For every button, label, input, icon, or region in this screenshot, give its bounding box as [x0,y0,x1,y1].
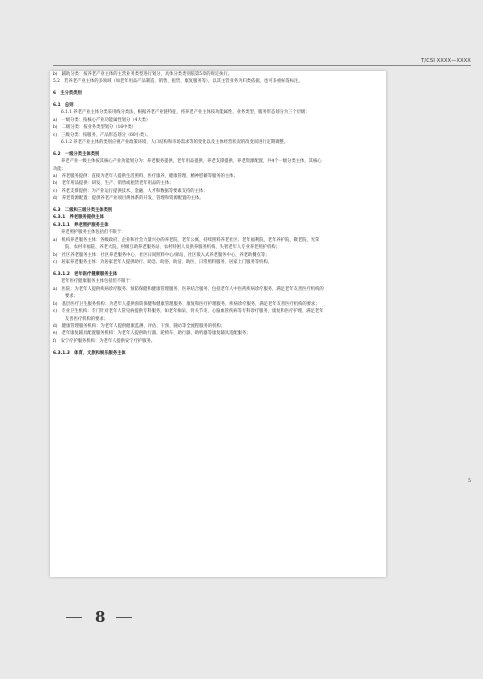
list-item: e) 老年康复辅具配置服务机构：为老年人提供助行器、轮椅车、助行器、助听器等康复辅具适配服务； [53,331,251,337]
header-rule [53,65,471,66]
body-paragraph: 老年医疗健康服务主体包括但不限于： [61,279,135,285]
list-item: f) 安宁疗护服务机构：为老年人提供安宁疗护服务。 [53,338,156,344]
section-heading: 6 主分类类别 [53,91,82,97]
document-body [53,71,324,357]
section-heading: 6.3.1.3 体育、文旅和娱乐服务主体 [53,350,126,356]
list-item: c) 专业卫生机构：专门针对老年人常见病提供专科服务，如老年痴呆、骨关节炎、心脑血管疾病等专科诊疗服务，康复和医疗护理，满足老年友善医疗机构的要求； [53,309,324,322]
list-item: a) 医院：为老年人提供疾病诊疗服务、预防保健和健康管理服务、医养结合服务，包括老年人中医药疾病诊疗服务，满足老年友善医疗机构的要求； [53,286,324,300]
page-dash-right [116,617,132,618]
list-item: b) 老年用品提供：研发、生产、销售或租赁老年用品的主体； [53,181,174,187]
list-item: b) 基层医疗卫生服务机构：为老年人提供预防保健和健康管理服务、康复和医疗护理服务，疾病诊疗服务，满足老年友善医疗机构的要求； [53,301,320,307]
section-heading: 6.3.1.1 养老照护服务主体 [53,222,109,228]
section-heading: 6.3.1 养老服务提供主体 [53,215,104,221]
body-paragraph: 养老产业一级主体按其核心产业功能划分为：养老服务提供、老年用品提供、养老支撑提供、养老资源配置，共4个一级分类主体，其核心功能： [53,159,322,172]
list-item: a) 一级分类：按核心产业功能属性划分（4大类） [53,117,151,123]
list-item: b) 社区养老服务主体：社区养老服务中心、社区日间照料中心/驿站、社区嵌入式养老服务中心、养老助餐点等； [53,252,270,258]
body-paragraph: 6.1.1 养老产业主体分类采用线分类法，根据养老产业链特征，将养老产业主体按功能属性、业务类型、服务形态划分为三个层级： [61,110,310,116]
page-dash-left [66,617,82,618]
list-item: a) 机构养老服务主体：各级政府、企业和社会力量兴办的养老院、老年公寓、持续照料养老社区；老年福利院、老年养护院、敬老院、光荣院、农村幸福院、养老大院，村级互助养老服务站、农村特困人员供养服务机构，失智老年人专业养老照护机构； [53,237,320,251]
body-paragraph: 6.1.2 养老产业主体的类别应视产业政策环境、人口结构和市场需求等的变化以及主体经营状况的改变而进行定期调整。 [61,140,289,145]
section-heading: 6.3.1.2 老年医疗健康服务主体 [53,271,118,277]
list-item: d) 健康管理服务机构：为老年人提供健康监测、评估、干预、随访等全流程服务的机构； [53,323,226,329]
body-paragraph: 5.2 若养老产业主体的多领域（如老年用品产品制造、销售、租赁、康复服务等），以其主营业务为归类依据，也可多重标签标注。 [53,79,303,85]
list-item: d) 养老资源配置：提供养老产业项目规体系的开发、管理和资源配置的主体。 [53,196,204,202]
section-heading: 6.1 总则 [53,102,74,108]
list-item: b) 辅助分类：按养老产业主体的主营业务类型进行划分，具体分类类别依第5章的规定执行。 [53,72,233,77]
list-item: a) 养老服务提供：直接为老年人提供生活照料、医疗康养、健康管理、精神慰藉等服务的主体； [53,174,238,179]
list-item: c) 养老支撑提供：为产业运行提供技术、金融、人才和数据等要素支持的主体； [53,188,208,194]
list-item: c) 三级分类：按服务、产品形态划分（60小类）。 [53,132,151,138]
section-heading: 6.3 二级和三级分类主体类别 [53,208,113,213]
document-code-header: T/CSI XXXX—XXXX [421,58,471,64]
body-paragraph: 养老照护服务主体包括但不限于： [61,230,126,236]
section-heading: 6.2 一级分类主体类别 [53,151,100,157]
page-number-large: 8 [95,608,106,626]
page-number-small: 5 [468,479,471,484]
list-item: c) 居家养老服务主体：为居家老年人提供助行、助急、助浴、助洁、助医、日常照料服务、居家上门服务等机构。 [53,260,272,266]
list-item: b) 二级分类：按业务类型划分（16中类） [53,125,136,131]
